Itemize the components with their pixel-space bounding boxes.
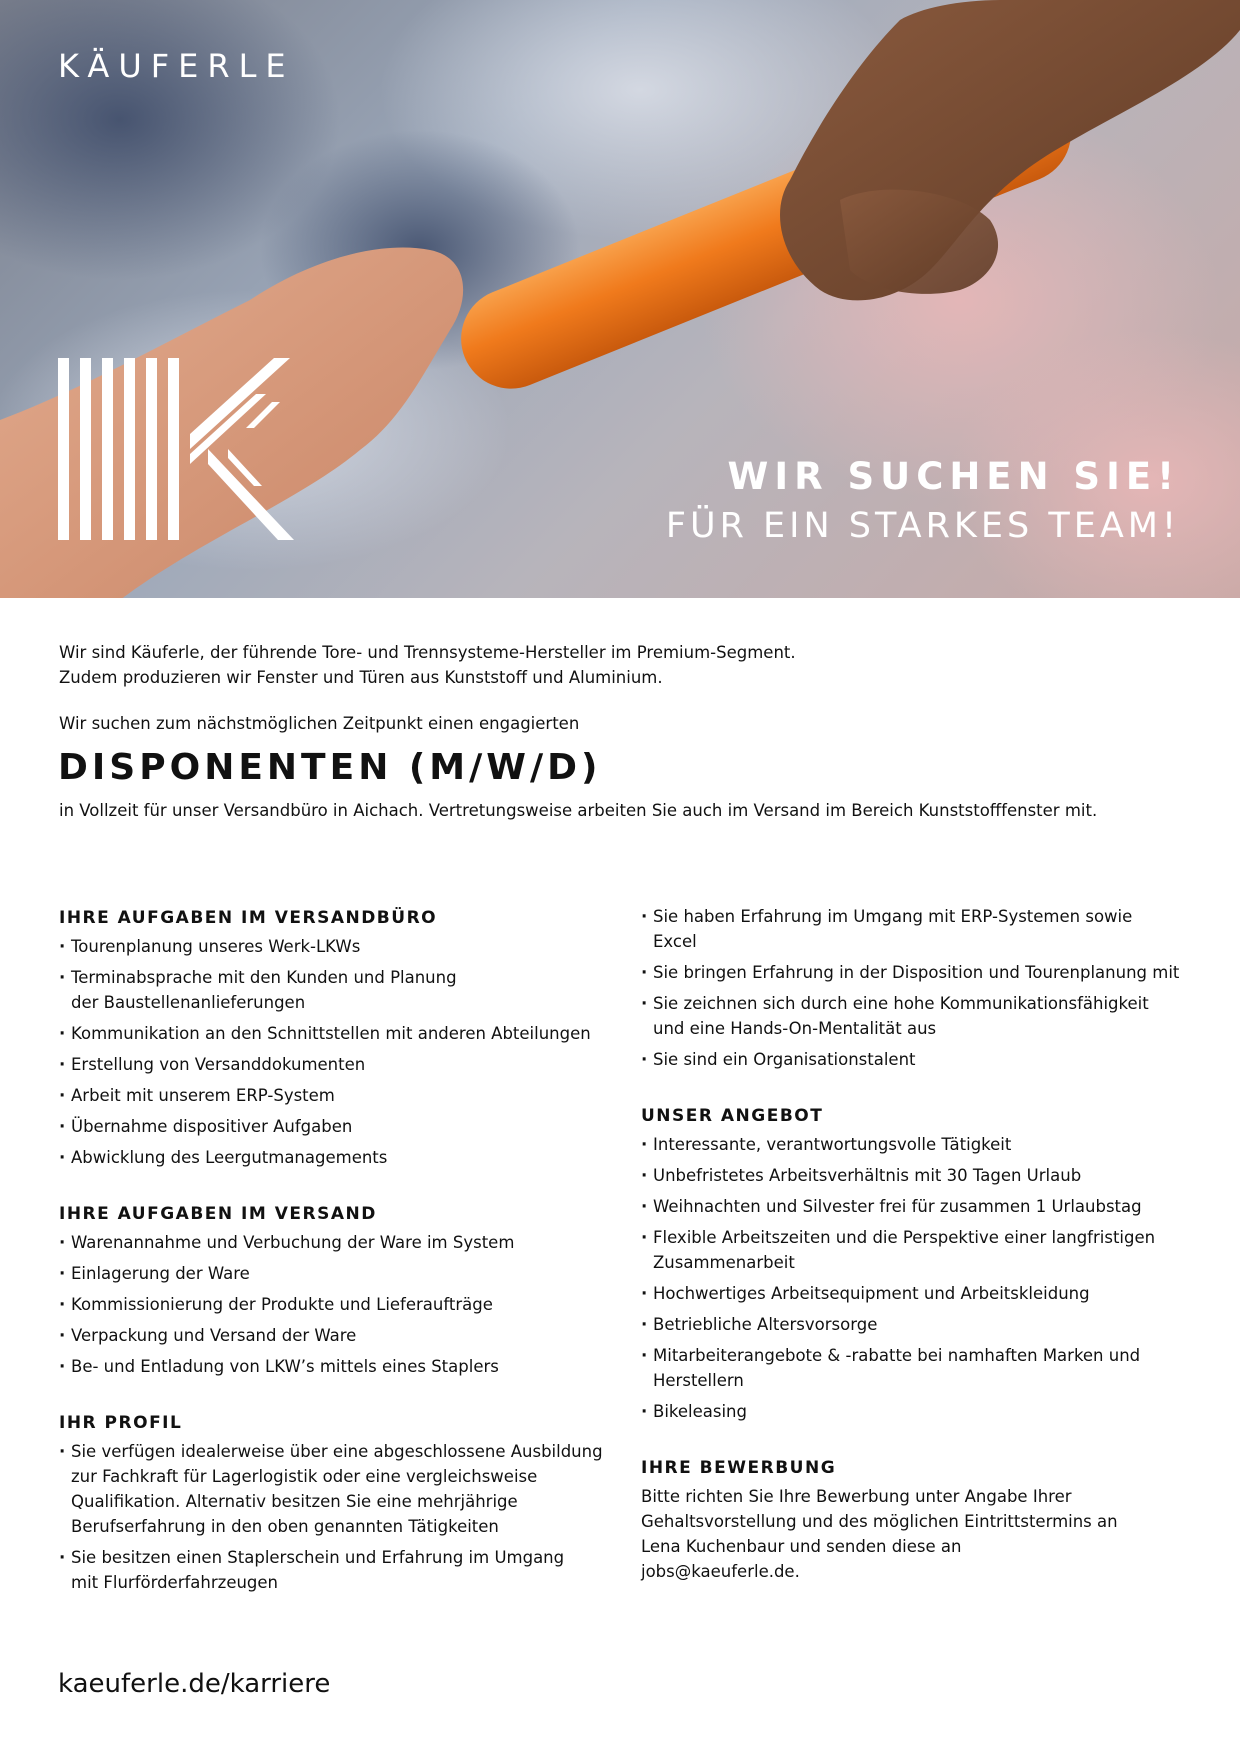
company-intro — [59, 640, 1189, 690]
job-lead: Wir suchen zum nächstmöglichen Zeitpunkt einen engagierten — [59, 714, 580, 733]
intro-line-1: Wir sind Käuferle, der führende Tore- und Trennsysteme-Hersteller im Premium-Segment. — [59, 643, 796, 662]
slogan-line-2: FÜR EIN STARKES TEAM! — [665, 506, 1180, 546]
list-item: · Mitarbeiterangebote & -rabatte bei namhaften Marken und Herstellern — [641, 1343, 1181, 1393]
section-title: IHRE BEWERBUNG — [641, 1458, 837, 1478]
section-profil — [59, 1409, 619, 1595]
application-text: Bitte richten Sie Ihre Bewerbung unter Angabe Ihrer Gehaltsvorstellung und des möglichen Eintrittstermins an Lena Kuchenbaur und senden diese an jobs@kaeuferle.de. — [641, 1487, 1118, 1581]
task-list — [59, 934, 619, 1170]
list-item: · Sie verfügen idealerweise über eine abgeschlossene Ausbildung zur Fachkraft für Lagerlogistik oder eine vergleichsweise Qualifikation. Alternativ besitzen Sie eine mehrjährige Berufserfahrung in den oben genannten Tätigkeiten — [59, 1439, 611, 1539]
brand-logo: KÄUFERLE — [58, 47, 295, 85]
list-item: · Sie zeichnen sich durch eine hohe Kommunikationsfähigkeit und eine Hands-On-Mentalität aus — [641, 991, 1181, 1041]
list-item: · Betriebliche Altersvorsorge — [641, 1312, 1181, 1337]
section-bewerbung — [641, 1454, 1181, 1584]
offer-list — [641, 1132, 1181, 1424]
hero-image — [0, 0, 1240, 598]
section-title: UNSER ANGEBOT — [641, 1106, 824, 1126]
list-item: · Weihnachten und Silvester frei für zusammen 1 Urlaubstag — [641, 1194, 1181, 1219]
list-item: · Einlagerung der Ware — [59, 1261, 619, 1286]
right-column — [641, 904, 1181, 1614]
list-item: · Übernahme dispositiver Aufgaben — [59, 1114, 619, 1139]
section-title: IHRE AUFGABEN IM VERSAND — [59, 1204, 377, 1224]
section-title: IHRE AUFGABEN IM VERSANDBÜRO — [59, 908, 438, 928]
list-item: · Be- und Entladung von LKW’s mittels eines Staplers — [59, 1354, 619, 1379]
task-list — [59, 1230, 619, 1379]
intro-line-2: Zudem produzieren wir Fenster und Türen aus Kunststoff und Aluminium. — [59, 668, 663, 687]
list-item: · Flexible Arbeitszeiten und die Perspektive einer langfristigen Zusammenarbeit — [641, 1225, 1181, 1275]
list-item: · Abwicklung des Leergutmanagements — [59, 1145, 619, 1170]
profile-list — [59, 1439, 619, 1595]
k-monogram-logo — [58, 358, 294, 540]
section-aufgaben-versand — [59, 1200, 619, 1379]
list-item: · Tourenplanung unseres Werk-LKWs — [59, 934, 619, 959]
job-subtitle: in Vollzeit für unser Versandbüro in Aichach. Vertretungsweise arbeiten Sie auch im Versand im Bereich Kunststofffenster mit. — [59, 801, 1098, 820]
slogan-line-1: WIR SUCHEN SIE! — [727, 455, 1180, 498]
list-item: · Kommunikation an den Schnittstellen mit anderen Abteilungen — [59, 1021, 619, 1046]
list-item: · Terminabsprache mit den Kunden und Planung der Baustellenanlieferungen — [59, 965, 461, 1015]
hero-slogan — [666, 452, 1180, 550]
list-item: · Sie besitzen einen Staplerschein und Erfahrung im Umgang mit Flurförderfahrzeugen — [59, 1545, 571, 1595]
list-item: · Warenannahme und Verbuchung der Ware im System — [59, 1230, 619, 1255]
list-item: · Sie bringen Erfahrung in der Disposition und Tourenplanung mit — [641, 960, 1181, 985]
list-item: · Unbefristetes Arbeitsverhältnis mit 30 Tagen Urlaub — [641, 1163, 1181, 1188]
list-item: · Bikeleasing — [641, 1399, 1181, 1424]
list-item: · Verpackung und Versand der Ware — [59, 1323, 619, 1348]
list-item: · Arbeit mit unserem ERP-System — [59, 1083, 619, 1108]
left-column — [59, 904, 619, 1625]
section-profil-continued — [641, 904, 1181, 1072]
list-item: · Interessante, verantwortungsvolle Tätigkeit — [641, 1132, 1181, 1157]
section-aufgaben-buero — [59, 904, 619, 1170]
section-angebot — [641, 1102, 1181, 1424]
job-title: DISPONENTEN (M/W/D) — [58, 747, 602, 788]
section-title: IHR PROFIL — [59, 1413, 183, 1433]
career-url[interactable]: kaeuferle.de/karriere — [58, 1669, 331, 1699]
profile-list-continued — [641, 904, 1181, 1072]
list-item: · Sie sind ein Organisationstalent — [641, 1047, 1181, 1072]
list-item: · Hochwertiges Arbeitsequipment und Arbeitskleidung — [641, 1281, 1181, 1306]
list-item: · Erstellung von Versanddokumenten — [59, 1052, 619, 1077]
list-item: · Kommissionierung der Produkte und Lieferaufträge — [59, 1292, 619, 1317]
list-item: · Sie haben Erfahrung im Umgang mit ERP-Systemen sowie Excel — [641, 904, 1181, 954]
